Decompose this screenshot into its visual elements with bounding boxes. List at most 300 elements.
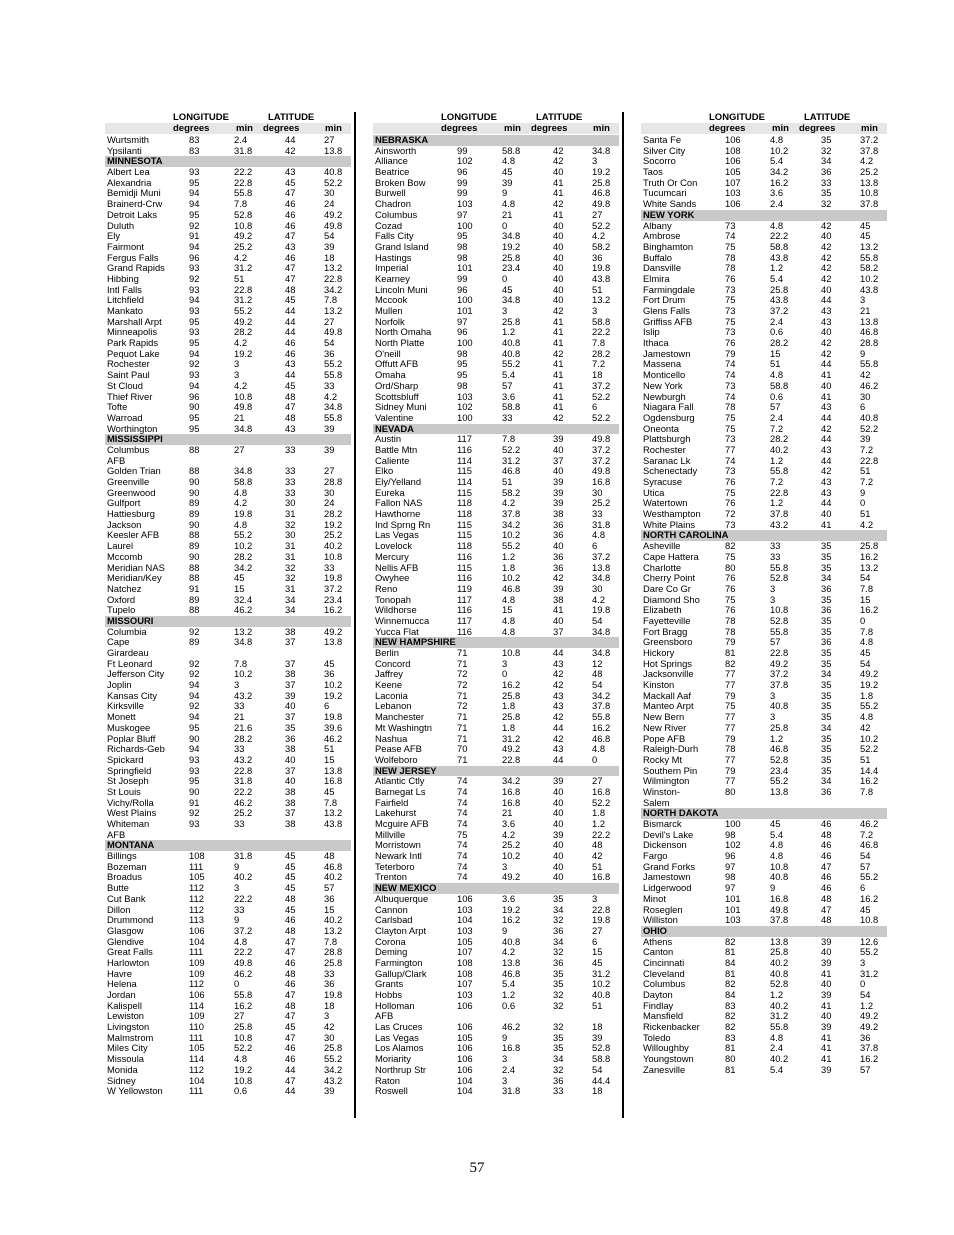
latitude-degrees: 47 [821,903,832,915]
longitude-degrees: 95 [189,208,200,220]
latitude-degrees: 39 [285,689,296,701]
longitude-degrees: 74 [457,807,468,819]
station-name: Toledo [643,1031,671,1043]
latitude-degrees: 44 [821,497,832,509]
latitude-minutes: 37.8 [860,198,879,210]
longitude-minutes: 49.2 [502,871,521,883]
longitude-degrees: 79 [725,732,736,744]
station-name: Hibbing [107,272,139,284]
longitude-degrees: 103 [725,187,741,199]
longitude-degrees: 114 [189,999,204,1011]
longitude-degrees: 106 [725,134,741,145]
latitude-minutes: 10.2 [860,732,879,744]
table-row [641,755,887,766]
longitude-degrees: 113 [189,914,204,926]
latitude-min-header: min [861,123,878,134]
latitude-minutes: 52.2 [592,219,611,231]
latitude-minutes: 13.8 [860,315,879,327]
longitude-degrees: 74 [457,839,468,851]
table-row [641,990,887,1001]
latitude-minutes: 52.2 [592,411,611,423]
latitude-degrees: 42 [553,668,564,680]
latitude-minutes: 16.8 [324,775,343,787]
station-name: White Sands [643,198,697,210]
station-name: Socorro [643,155,676,167]
station-name: Kansas City [107,689,158,701]
latitude-degrees: 41 [553,176,564,188]
longitude-minutes: 34.8 [502,230,521,242]
station-name: Cozad [375,219,403,231]
latitude-degrees: 40 [821,230,832,242]
longitude-degrees: 73 [725,219,736,231]
latitude-minutes: 55.8 [324,411,343,423]
longitude-degrees: 106 [457,999,473,1011]
latitude-minutes: 25.2 [592,497,611,509]
latitude-minutes: 13.8 [324,636,343,648]
longitude-degrees: 82 [725,1010,736,1022]
longitude-minutes: 21 [502,807,513,819]
longitude-degrees: 95 [189,315,200,327]
station-name: Muskogee [107,721,151,733]
latitude-degrees: 43 [821,401,832,413]
longitude-minutes: 1.8 [502,700,516,712]
longitude-minutes: 34.2 [502,775,521,787]
longitude-degrees: 74 [457,860,468,872]
latitude-minutes: 55.2 [860,871,879,883]
latitude-minutes: 34.8 [592,144,611,156]
longitude-minutes: 4.8 [770,1031,784,1043]
table-row [373,723,619,734]
latitude-degrees: 41 [553,401,564,413]
latitude-degrees: 41 [553,390,564,402]
longitude-minutes: 9 [502,924,508,936]
latitude-degrees: 48 [285,283,296,295]
latitude-degrees: 40 [821,1010,832,1022]
longitude-minutes: 3.6 [502,818,516,829]
latitude-minutes: 55.8 [860,358,879,370]
latitude-minutes: 52.2 [860,743,879,755]
longitude-degrees: 115 [457,561,472,573]
longitude-minutes: 22.2 [234,892,253,904]
latitude-degrees: 35 [553,1031,564,1043]
longitude-degrees: 72 [457,668,468,680]
longitude-minutes: 40.2 [770,443,789,455]
latitude-degrees: 32 [553,989,564,1000]
station-name: Ithaca [643,337,669,349]
latitude-minutes: 4.2 [860,518,874,530]
station-name: Lebanon [375,700,412,712]
longitude-degrees: 116 [457,625,472,637]
station-name: Rochester [643,443,686,455]
latitude-degrees: 44 [821,454,832,466]
longitude-degrees: 90 [189,518,200,530]
latitude-degrees: 46 [285,337,296,349]
table-row [105,210,351,221]
longitude-degrees: 74 [725,390,736,402]
longitude-minutes: 40.8 [502,347,521,359]
longitude-degrees: 79 [725,636,736,648]
station-name: Manchester [375,711,424,723]
station-name: Winston- [643,785,680,797]
longitude-degrees: 102 [725,839,741,851]
latitude-minutes: 55.8 [324,369,343,381]
longitude-minutes: 10.8 [234,390,253,402]
latitude-minutes: 30 [860,390,871,402]
latitude-minutes: 31.2 [860,967,879,979]
longitude-minutes: 55.8 [770,465,789,477]
latitude-degrees: 48 [821,914,832,926]
latitude-minutes: 3 [860,294,866,306]
station-name: Wurtsmith [107,134,150,145]
latitude-degrees: 35 [821,743,832,755]
longitude-degrees: 78 [725,251,736,263]
longitude-minutes: 5.4 [502,978,516,990]
station-name: Broken Bow [375,176,426,188]
station-name: Cincinnati [643,956,685,968]
station-name: Chadron [375,198,411,210]
longitude-degrees: 94 [189,679,200,691]
latitude-minutes: 36 [592,251,603,263]
latitude-minutes: 25.8 [324,1042,343,1054]
latitude-minutes: 4.8 [860,636,874,648]
longitude-header: LONGITUDE [173,112,229,123]
latitude-minutes: 18 [592,1085,603,1097]
longitude-minutes: 9 [502,187,508,199]
longitude-minutes: 22.8 [234,764,253,776]
longitude-degrees: 99 [457,187,468,199]
longitude-degrees: 78 [725,401,736,413]
latitude-degrees: 35 [821,657,832,669]
longitude-minutes: 28.2 [770,337,789,349]
latitude-degrees: 43 [553,743,564,755]
longitude-min-header: min [772,123,789,134]
latitude-minutes: 16.2 [324,604,343,616]
longitude-minutes: 40.8 [770,967,789,979]
latitude-minutes: 58.2 [592,240,611,252]
longitude-degrees: 77 [725,668,736,680]
longitude-minutes: 33 [234,903,245,915]
latitude-degrees: 42 [553,679,564,691]
station-name: Sidney Muni [375,401,427,413]
station-name: Massena [643,358,682,370]
state-header: NORTH DAKOTA [641,808,887,819]
station-name: Spickard [107,753,144,765]
longitude-degrees: 106 [189,924,205,936]
longitude-minutes: 25.8 [770,721,789,733]
longitude-degrees: 95 [189,775,200,787]
longitude-minutes: 46.8 [502,465,521,477]
longitude-minutes: 10.2 [770,144,789,156]
latitude-degrees: 42 [821,272,832,284]
station-name: Greenwood [107,486,156,498]
longitude-degrees: 101 [457,262,473,274]
longitude-degrees: 81 [725,967,736,979]
latitude-degrees: 35 [821,732,832,744]
latitude-minutes: 18 [592,1021,603,1033]
latitude-degrees: 36 [553,956,564,968]
latitude-degrees: 44 [821,358,832,370]
station-name: North Platte [375,337,425,349]
station-name: Ft Leonard [107,657,153,669]
table-row [105,1086,351,1097]
latitude-minutes: 54 [860,572,871,584]
station-name: Dayton [643,989,673,1000]
latitude-degrees: 32 [553,1021,564,1033]
station-name: Ely/Yelland [375,476,422,487]
station-name: White Plains [643,518,696,530]
latitude-degrees: 45 [285,860,296,872]
longitude-minutes: 10.2 [502,850,521,862]
longitude-minutes: 34.8 [502,294,521,306]
longitude-minutes: 22.2 [234,166,253,178]
latitude-minutes: 7.8 [324,935,338,947]
latitude-minutes: 7.8 [324,796,338,808]
latitude-degrees: 40 [553,166,564,178]
longitude-degrees: 95 [189,337,200,349]
station-name: Broadus [107,871,142,883]
latitude-minutes: 22.8 [592,903,611,915]
latitude-degrees: 37 [553,625,564,637]
longitude-minutes: 43.8 [770,251,789,263]
latitude-degrees: 32 [285,561,296,573]
latitude-minutes: 9 [860,347,866,359]
station-name: Teterboro [375,860,415,872]
longitude-minutes: 10.8 [502,647,521,658]
longitude-degrees: 102 [457,155,473,167]
latitude-minutes: 51 [324,743,335,755]
longitude-minutes: 40.2 [770,956,789,968]
longitude-minutes: 3.6 [770,187,784,199]
station-name: Minot [643,892,666,904]
latitude-degrees: 44 [553,647,564,658]
latitude-degrees: 36 [553,1074,564,1086]
longitude-degrees: 95 [189,422,200,434]
station-name: Zanesville [643,1063,686,1075]
longitude-degrees: 81 [725,1042,736,1054]
latitude-minutes: 48 [592,668,603,680]
longitude-degrees: 99 [457,176,468,188]
latitude-minutes: 13.2 [860,561,879,573]
latitude-minutes: 57 [324,882,335,894]
station-name: Las Vegas [375,1031,419,1043]
latitude-degrees: 35 [553,1042,564,1054]
longitude-degrees: 74 [725,369,736,381]
latitude-minutes: 10.8 [860,187,879,199]
latitude-minutes: 25.8 [324,956,343,968]
station-name: Joplin [107,679,132,691]
longitude-minutes: 28.2 [234,550,253,562]
longitude-degrees: 112 [189,1063,204,1075]
longitude-minutes: 52.8 [234,208,253,220]
longitude-minutes: 1.2 [770,454,784,466]
longitude-minutes: 15 [770,347,781,359]
longitude-degrees: 105 [457,935,473,947]
longitude-minutes: 33 [502,411,513,423]
longitude-degrees: 92 [189,625,200,637]
latitude-minutes: 25.8 [860,540,879,552]
longitude-minutes: 22.8 [770,486,789,498]
longitude-minutes: 40.2 [234,871,253,883]
table-row [373,381,619,392]
longitude-degrees: 98 [725,828,736,840]
table-row [373,178,619,189]
latitude-degrees: 42 [821,262,832,274]
longitude-degrees: 90 [189,486,200,498]
station-name: Kinston [643,679,675,691]
station-name: Utica [643,486,665,498]
column-header [373,112,619,135]
table-row [641,937,887,948]
station-name: Newark Intl [375,850,422,862]
latitude-minutes: 15 [324,903,335,915]
table-row [373,584,619,595]
longitude-minutes: 25.8 [502,251,521,263]
longitude-min-header: min [504,123,521,134]
longitude-minutes: 46.2 [234,967,253,979]
longitude-degrees: 88 [189,465,200,477]
latitude-minutes: 22.2 [592,828,611,840]
station-name: Park Rapids [107,337,159,349]
longitude-degrees: 100 [725,818,741,829]
longitude-minutes: 5.4 [770,155,784,167]
station-name: Morristown [375,839,421,851]
longitude-minutes: 10.2 [234,540,253,552]
state-header: MONTANA [105,840,351,851]
longitude-minutes: 31.8 [234,144,253,156]
longitude-degrees: 76 [725,476,736,487]
latitude-degrees: 44 [821,433,832,445]
latitude-minutes: 4.8 [592,529,606,541]
longitude-degrees: 75 [725,700,736,712]
longitude-degrees: 94 [189,379,200,391]
station-name: Fairmont [107,240,144,252]
longitude-degrees: 91 [189,230,200,242]
longitude-minutes: 55.2 [502,540,521,552]
latitude-minutes: 51 [592,999,603,1011]
latitude-degrees: 46 [285,208,296,220]
table-row [641,242,887,253]
latitude-minutes: 1.8 [592,807,606,819]
station-name: Williston [643,914,678,926]
longitude-degrees: 81 [725,946,736,958]
latitude-minutes: 12 [592,657,603,669]
station-name: Roseglen [643,903,683,915]
station-name: Atlantic Ctly [375,775,425,787]
longitude-minutes: 3 [502,1053,508,1065]
table-row [373,210,619,221]
longitude-degrees: 82 [725,657,736,669]
latitude-minutes: 27 [592,775,603,787]
latitude-degrees: 40 [285,775,296,787]
station-name: Saint Paul [107,369,150,381]
latitude-minutes: 27 [324,315,335,327]
latitude-degrees: 31 [285,508,296,520]
longitude-minutes: 28.2 [770,433,789,445]
longitude-degrees: 107 [725,176,741,188]
latitude-degrees: 35 [553,892,564,904]
longitude-minutes: 10.8 [770,860,789,872]
longitude-minutes: 3 [234,679,240,691]
latitude-degrees: 42 [553,411,564,423]
station-name: Livingston [107,1021,150,1033]
longitude-degrees: 95 [457,230,468,242]
latitude-minutes: 7.8 [860,625,874,637]
latitude-minutes: 45 [324,785,335,797]
latitude-minutes: 4.2 [324,390,338,402]
latitude-minutes: 28.2 [592,347,611,359]
state-header: NORTH CAROLINA [641,530,887,541]
station-name: Moriarity [375,1053,411,1065]
latitude-degrees: 40 [553,839,564,851]
latitude-minutes: 45 [324,657,335,669]
longitude-degrees: 90 [189,550,200,562]
station-name: Holloman [375,999,415,1011]
longitude-degrees: 97 [725,882,736,894]
longitude-minutes: 51 [502,476,513,487]
station-name: Jamestown [643,871,691,883]
station-name: Springfield [107,764,152,776]
longitude-degrees: 90 [189,476,200,487]
longitude-degrees: 109 [189,956,205,968]
longitude-header: LONGITUDE [441,112,497,123]
station-name: Mankato [107,305,143,316]
latitude-minutes: 33 [324,379,335,391]
latitude-minutes: 0 [860,978,866,990]
latitude-degrees: 45 [285,903,296,915]
longitude-minutes: 10.2 [234,668,253,680]
longitude-degrees: 75 [725,593,736,605]
latitude-degrees: 41 [821,1053,832,1065]
station-name: Sidney [107,1074,136,1086]
longitude-degrees: 106 [457,892,473,904]
longitude-degrees: 106 [725,198,741,210]
station-name: Westhampton [643,508,701,520]
longitude-degrees: 79 [725,347,736,359]
longitude-degrees-header: degrees [173,123,210,134]
latitude-minutes: 37.2 [592,379,611,391]
latitude-degrees: 46 [285,1042,296,1054]
station-name: Duluth [107,219,135,231]
longitude-degrees: 116 [457,550,472,562]
latitude-degrees: 40 [553,818,564,829]
longitude-degrees: 100 [457,337,473,349]
latitude-degrees: 48 [285,411,296,423]
station-name: Alliance [375,155,408,167]
longitude-degrees: 78 [725,614,736,626]
table-row [105,221,351,232]
station-name: Battle Mtn [375,443,418,455]
table-row [641,723,887,734]
latitude-degrees: 31 [285,550,296,562]
latitude-degrees: 34 [553,903,564,915]
longitude-degrees: 89 [189,593,200,605]
latitude-minutes: 49.8 [592,433,611,445]
table-row [373,1065,619,1076]
longitude-degrees: 101 [457,305,473,316]
longitude-minutes: 0 [502,272,508,284]
table-row [105,701,351,712]
latitude-minutes: 49.2 [324,625,343,637]
longitude-minutes: 19.8 [234,508,253,520]
longitude-degrees: 74 [725,230,736,242]
latitude-minutes: 1.2 [860,999,874,1011]
station-name: Worthington [107,422,158,434]
latitude-minutes: 6 [860,401,866,413]
longitude-minutes: 16.2 [234,999,253,1011]
station-name: Columbus [375,208,418,220]
station-name: Keesler AFB [107,529,160,541]
station-name: Hastings [375,251,412,263]
